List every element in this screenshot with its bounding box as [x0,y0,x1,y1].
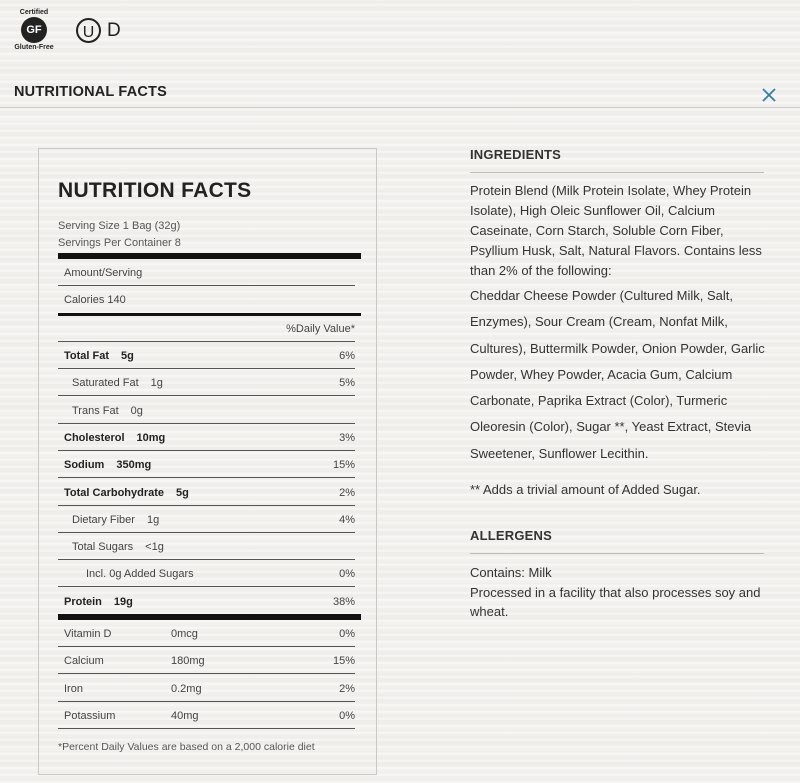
vitamin-amount: 40mg [171,709,199,722]
calories-row [58,287,355,313]
vitamin-row [58,621,355,647]
nutrient-name: Total Fat [64,350,110,362]
nutrient-daily-value: 2% [339,486,355,499]
vitamin-daily-value: 2% [339,682,355,695]
amount-per-serving-label: Amount/Serving [64,267,143,279]
amount-per-serving-row [58,260,355,286]
nutrient-daily-value: 0% [339,568,355,581]
vitamin-row [58,676,355,702]
vitamin-daily-value: 0% [339,628,355,640]
close-icon[interactable] [760,86,778,104]
vitamin-name: Calcium [64,655,104,668]
vitamin-row [58,703,355,729]
daily-value-header-row [58,316,355,342]
nutrient-daily-value: 4% [339,513,355,526]
nutrient-name: Sodium [64,459,105,472]
nutrient-daily-value: 5% [339,377,355,390]
nutrient-daily-value: 38% [332,595,355,608]
nutrient-row [58,507,355,533]
gluten-free-label: Gluten-Free [14,44,54,51]
servings-per-container: Servings Per Container 8 [58,237,181,249]
ingredients-heading: INGREDIENTS [470,147,562,162]
vitamin-amount: 0mcg [171,628,198,640]
nutrient-daily-value: 15% [332,459,355,472]
nutrient-amount: 1g [150,377,163,390]
allergens-contains: Contains: Milk [470,565,552,580]
allergens-facility: Processed in a facility that also processes soy and wheat. [470,584,761,619]
nutrient-row [58,480,355,506]
nutrient-name: Protein [64,595,102,608]
nutrition-facts-title: NUTRITION FACTS [58,179,252,202]
daily-value-header: %Daily Value* [286,323,355,335]
vitamin-row [58,648,355,674]
nutrient-daily-value: 3% [339,431,355,444]
nutrient-row [58,534,355,560]
kosher-mark: U [76,18,101,43]
nutrient-name: Incl. 0g Added Sugars [86,568,194,581]
header-divider [0,107,800,108]
serving-size: Serving Size 1 Bag (32g) [58,220,181,232]
nutrient-amount: 5g [121,350,134,362]
ingredients-divider [470,172,764,173]
thick-divider-vitamins [58,614,361,620]
vitamin-amount: 0.2mg [171,682,202,695]
vitamin-daily-value: 0% [339,709,355,722]
nutrition-facts-panel [38,148,377,775]
nutrient-row [58,370,355,396]
added-sugar-note: ** Adds a trivial amount of Added Sugar. [470,482,701,497]
vitamin-name: Vitamin D [64,628,112,640]
nutrient-name: Dietary Fiber [72,513,135,526]
nutrient-name: Cholesterol [64,431,125,444]
close-button[interactable] [760,86,778,104]
page-title: NUTRITIONAL FACTS [14,84,167,100]
nutrient-amount: 10mg [136,431,166,444]
nutrient-row [58,343,355,369]
nutrient-name: Total Sugars [72,541,134,554]
nutrient-name: Total Carbohydrate [64,486,165,499]
ingredients-text-part1: Protein Blend (Milk Protein Isolate, Whey Protein Isolate), High Oleic Sunflower Oil, Calcium Caseinate, Corn Starch, Soluble Corn Fiber, Psyllium Husk, Salt, Natural Flavors. Contains less than 2% of the following: [470,183,762,278]
daily-value-footnote: *Percent Daily Values are based on a 2,000 calorie diet [58,741,315,753]
nutrient-row [58,398,355,424]
allergens-heading: ALLERGENS [470,528,552,543]
nutrient-amount: 0g [130,404,143,417]
nutrient-row [58,561,355,587]
allergens-divider [470,553,764,554]
nutrient-name: Saturated Fat [72,377,139,390]
nutrient-amount: 350mg [116,459,152,472]
vitamin-amount: 180mg [171,655,205,668]
nutrient-amount: 1g [146,513,160,526]
kosher-dairy-badge [76,18,121,43]
vitamin-name: Potassium [64,709,116,722]
nutrient-daily-value: 6% [339,350,355,362]
vitamin-name: Iron [64,682,83,695]
thick-divider [58,253,361,259]
vitamin-daily-value: 15% [332,655,355,668]
ingredients-list [470,181,765,467]
nutrient-amount: 19g [113,595,133,608]
nutrient-row [58,425,355,451]
gluten-free-mark: GF [21,17,47,43]
calories-label: Calories 140 [64,294,126,306]
nutrient-row [58,589,355,615]
allergens-info [470,563,765,622]
nutrient-amount: 5g [176,486,189,499]
nutrient-row [58,452,355,478]
gluten-free-badge [8,8,60,58]
kosher-dairy-suffix: D [107,19,121,41]
nutrient-amount: <1g [145,541,164,554]
nutrient-name: Trans Fat [72,404,119,417]
gluten-free-certified-label: Certified [19,9,49,16]
ingredients-text-part2: Cheddar Cheese Powder (Cultured Milk, Salt, Enzymes), Sour Cream (Cream, Nonfat Milk, Cultures), Buttermilk Powder, Onion Powder, Garlic Powder, Whey Powder, Acacia Gum, Calcium Carbonate, Paprika Extract (Color), Turmeric Oleoresin (Color), Sugar **, Yeast Extract, Stevia Sweetener, Sunflower Lecithin. [470,288,765,461]
